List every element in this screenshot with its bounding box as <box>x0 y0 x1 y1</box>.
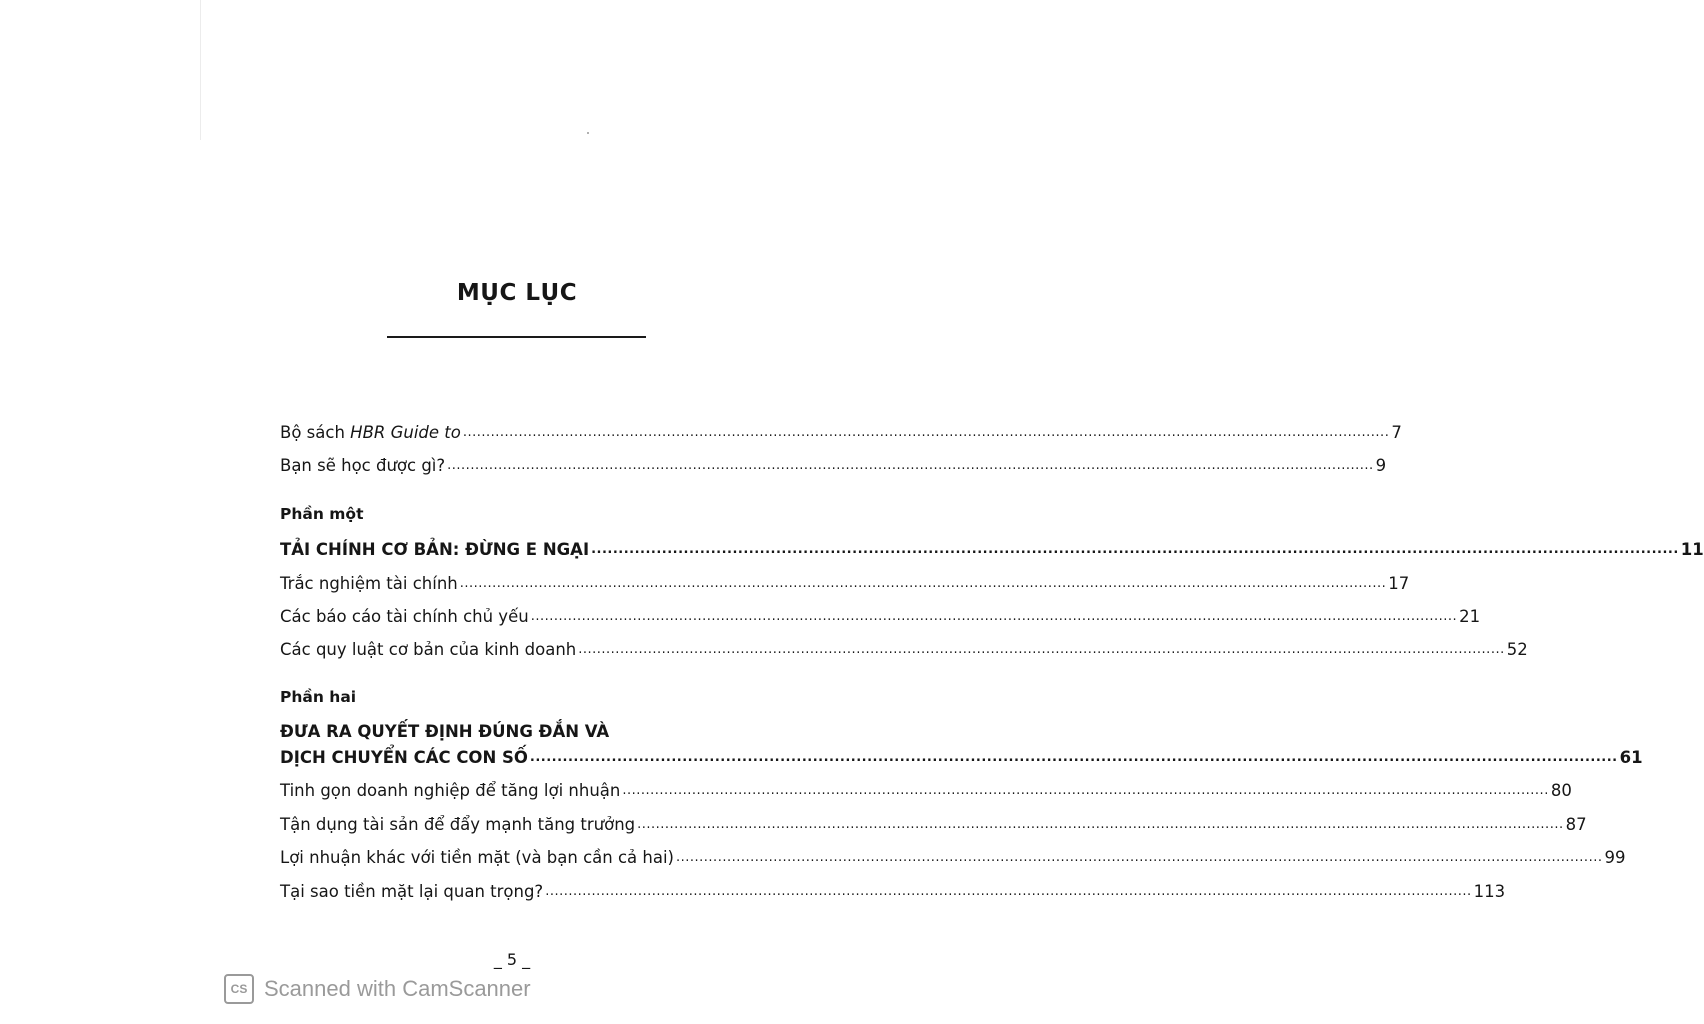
toc-page-number: 17 <box>1388 574 1410 593</box>
toc-page-number: 21 <box>1459 607 1481 626</box>
book-series-name: HBR Guide to <box>350 423 461 442</box>
dot-leader: ........................................................................................................................................................................................................ <box>545 884 1472 899</box>
chapter-title-line-2: DỊCH CHUYỂN CÁC CON SỐ <box>280 748 528 767</box>
dot-leader: ........................................................................................................................................................................................................ <box>578 642 1505 657</box>
toc-entry <box>280 574 1410 593</box>
toc-entry <box>280 781 1572 800</box>
toc-page-number: 52 <box>1506 640 1528 659</box>
toc-page-number: 113 <box>1473 882 1506 901</box>
scan-speck <box>587 132 589 134</box>
dot-leader: ........................................................................................................................................................................................................ <box>462 425 1390 440</box>
chapter-title-line-1: ĐƯA RA QUYẾT ĐỊNH ĐÚNG ĐẮN VÀ <box>280 722 610 741</box>
watermark-text: Scanned with CamScanner <box>264 976 531 1001</box>
dot-leader: ........................................................................................................................................................................................................ <box>529 750 1618 765</box>
toc-entry <box>280 607 1481 626</box>
part-label-2: Phần hai <box>280 688 357 706</box>
toc-page-number: 7 <box>1391 423 1402 442</box>
toc-entry <box>280 815 1587 834</box>
toc-entry <box>280 882 1506 901</box>
toc-entry-title: Tại sao tiền mặt lại quan trọng? <box>280 882 544 901</box>
toc-entry-title: Lợi nhuận khác với tiền mặt (và bạn cần cả hai) <box>280 848 674 867</box>
toc-entry-title: Bộ sách HBR Guide to <box>280 423 461 442</box>
toc-entry-title: Các báo cáo tài chính chủ yếu <box>280 607 529 626</box>
page-edge <box>200 0 201 140</box>
dot-leader: ........................................................................................................................................................................................................ <box>459 576 1387 591</box>
dot-leader: ........................................................................................................................................................................................................ <box>622 783 1549 798</box>
toc-entry <box>280 848 1626 867</box>
toc-entry-title: Trắc nghiệm tài chính <box>280 574 458 593</box>
chapter-title: TẢI CHÍNH CƠ BẢN: ĐỪNG E NGẠI <box>280 540 590 559</box>
page-title: MỤC LỤC <box>456 280 578 306</box>
toc-page-number: 11 <box>1680 540 1704 559</box>
dot-leader: ........................................................................................................................................................................................................ <box>637 817 1564 832</box>
dot-leader: ........................................................................................................................................................................................................ <box>591 542 1679 557</box>
part-label-1: Phần một <box>280 505 364 523</box>
toc-chapter-2 <box>280 748 1643 767</box>
toc-entry-title: Tinh gọn doanh nghiệp để tăng lợi nhuận <box>280 781 621 800</box>
title-rule <box>387 336 646 338</box>
toc-page-number: 87 <box>1565 815 1587 834</box>
toc-chapter-1 <box>280 540 1704 559</box>
dot-leader: ........................................................................................................................................................................................................ <box>447 458 1374 473</box>
toc-entry-title: Bạn sẽ học được gì? <box>280 456 446 475</box>
toc-entry-hbr-guide <box>280 423 1402 442</box>
toc-page-number: 9 <box>1375 456 1387 475</box>
toc-entry <box>280 640 1528 659</box>
dot-leader: ........................................................................................................................................................................................................ <box>530 609 1458 624</box>
page-number: _ 5 _ <box>493 950 531 969</box>
dot-leader: ........................................................................................................................................................................................................ <box>676 850 1603 865</box>
toc-entry-what-you-learn <box>280 456 1387 475</box>
toc-entry-title: Các quy luật cơ bản của kinh doanh <box>280 640 577 659</box>
toc-page-number: 80 <box>1550 781 1572 800</box>
toc-entry-title: Tận dụng tài sản để đẩy mạnh tăng trưởng <box>280 815 636 834</box>
toc-page-number: 61 <box>1619 748 1643 767</box>
camscanner-logo-icon: CS <box>224 974 254 1004</box>
camscanner-watermark <box>224 974 531 1004</box>
toc-page-number: 99 <box>1604 848 1626 867</box>
